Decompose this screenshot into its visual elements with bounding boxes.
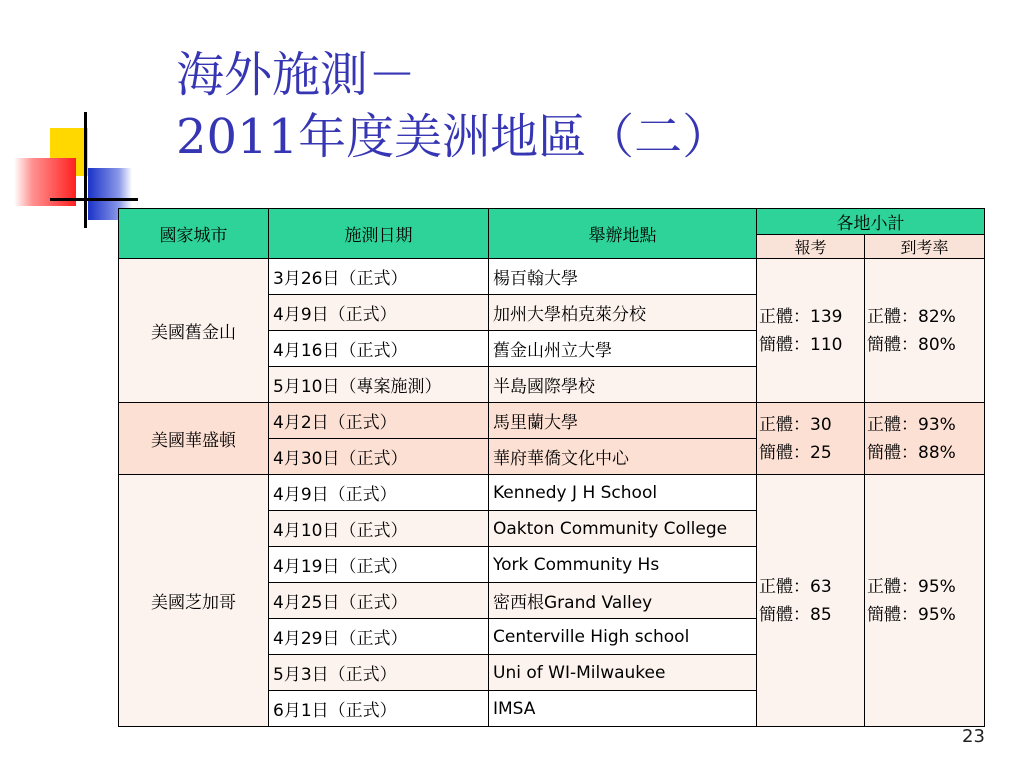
date-cell: 4月25日（正式） bbox=[269, 583, 489, 619]
attendance-cell bbox=[865, 475, 985, 727]
header-attendance: 到考率 bbox=[865, 235, 985, 259]
date-cell: 6月1日（正式） bbox=[269, 691, 489, 727]
venue-cell: 馬里蘭大學 bbox=[489, 403, 757, 439]
venue-cell: 加州大學柏克萊分校 bbox=[489, 295, 757, 331]
page-number: 23 bbox=[962, 726, 985, 747]
title-line-1: 海外施測－ bbox=[176, 47, 417, 103]
venue-cell: Uni of WI-Milwaukee bbox=[489, 655, 757, 691]
registered-traditional: 正體：30 bbox=[759, 414, 832, 435]
header-registered: 報考 bbox=[757, 235, 865, 259]
registered-simplified: 簡體：110 bbox=[759, 334, 843, 355]
date-cell: 5月3日（正式） bbox=[269, 655, 489, 691]
logo-vertical-line bbox=[84, 112, 87, 228]
venue-cell: Kennedy J H School bbox=[489, 475, 757, 511]
city-cell: 美國華盛頓 bbox=[119, 403, 269, 475]
attendance-traditional: 正體：93% bbox=[867, 414, 956, 435]
header-subtotal: 各地小計 bbox=[757, 209, 985, 235]
date-cell: 4月2日（正式） bbox=[269, 403, 489, 439]
table-row bbox=[119, 259, 985, 295]
venue-cell: York Community Hs bbox=[489, 547, 757, 583]
registered-traditional: 正體：139 bbox=[759, 306, 843, 327]
header-city: 國家城市 bbox=[119, 209, 269, 259]
date-cell: 4月29日（正式） bbox=[269, 619, 489, 655]
date-cell: 4月30日（正式） bbox=[269, 439, 489, 475]
city-cell: 美國舊金山 bbox=[119, 259, 269, 403]
venue-cell: Oakton Community College bbox=[489, 511, 757, 547]
date-cell: 3月26日（正式） bbox=[269, 259, 489, 295]
date-cell: 4月9日（正式） bbox=[269, 295, 489, 331]
venue-cell: 半島國際學校 bbox=[489, 367, 757, 403]
venue-cell: 密西根Grand Valley bbox=[489, 583, 757, 619]
registered-simplified: 簡體：25 bbox=[759, 442, 832, 463]
header-date: 施測日期 bbox=[269, 209, 489, 259]
attendance-simplified: 簡體：80% bbox=[867, 334, 956, 355]
decorative-logo bbox=[0, 0, 140, 240]
attendance-simplified: 簡體：95% bbox=[867, 604, 956, 625]
city-cell: 美國芝加哥 bbox=[119, 475, 269, 727]
header-venue: 舉辦地點 bbox=[489, 209, 757, 259]
attendance-traditional: 正體：95% bbox=[867, 576, 956, 597]
title-line-2: 2011年度美洲地區（二） bbox=[176, 109, 731, 165]
schedule-table bbox=[118, 208, 985, 727]
registered-cell bbox=[757, 403, 865, 475]
registered-cell bbox=[757, 475, 865, 727]
date-cell: 4月9日（正式） bbox=[269, 475, 489, 511]
venue-cell: 舊金山州立大學 bbox=[489, 331, 757, 367]
date-cell: 5月10日（專案施測） bbox=[269, 367, 489, 403]
date-cell: 4月10日（正式） bbox=[269, 511, 489, 547]
logo-horizontal-line bbox=[50, 198, 138, 201]
registered-cell bbox=[757, 259, 865, 403]
slide-title bbox=[176, 44, 730, 168]
table-row bbox=[119, 475, 985, 511]
attendance-traditional: 正體：82% bbox=[867, 306, 956, 327]
venue-cell: 楊百翰大學 bbox=[489, 259, 757, 295]
venue-cell: IMSA bbox=[489, 691, 757, 727]
date-cell: 4月19日（正式） bbox=[269, 547, 489, 583]
registered-simplified: 簡體：85 bbox=[759, 604, 832, 625]
venue-cell: 華府華僑文化中心 bbox=[489, 439, 757, 475]
venue-cell: Centerville High school bbox=[489, 619, 757, 655]
date-cell: 4月16日（正式） bbox=[269, 331, 489, 367]
attendance-simplified: 簡體：88% bbox=[867, 442, 956, 463]
attendance-cell bbox=[865, 259, 985, 403]
attendance-cell bbox=[865, 403, 985, 475]
table-row bbox=[119, 403, 985, 439]
registered-traditional: 正體：63 bbox=[759, 576, 832, 597]
